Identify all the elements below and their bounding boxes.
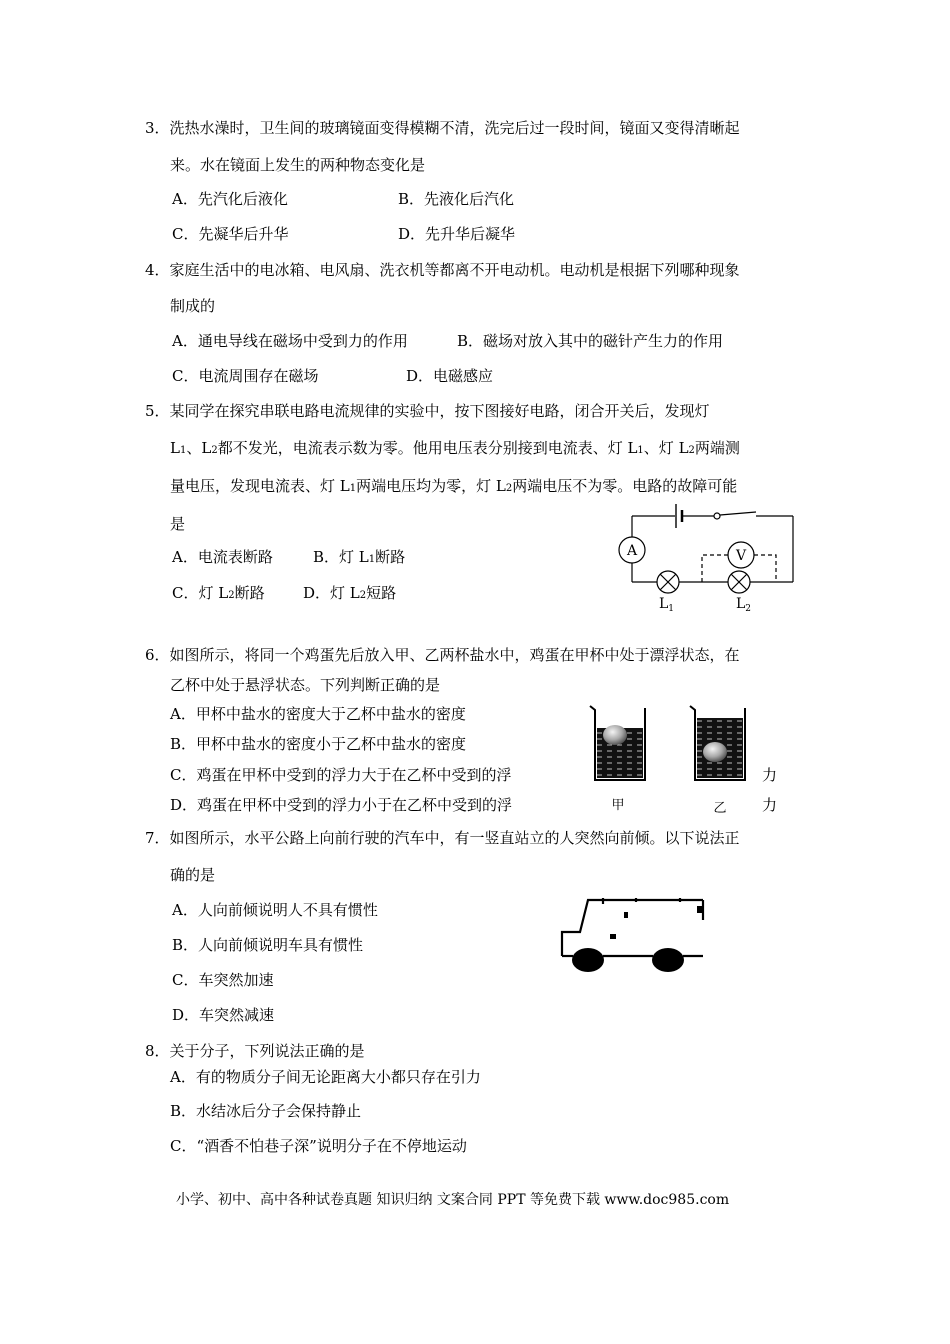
l1-label: $L_1$ (659, 596, 675, 614)
truck-diagram (558, 890, 708, 976)
voltmeter-label: V (735, 548, 747, 564)
q6-option-d-tail: 力 (762, 796, 778, 814)
q7-stem-line1: 7．如图所示，水平公路上向前行驶的汽车中，有一竖直站立的人突然向前倾。以下说法正 (145, 829, 740, 847)
q6-option-d: D．鸡蛋在甲杯中受到的浮力小于在乙杯中受到的浮 (170, 796, 513, 814)
q3-option-d: D．先升华后凝华 (398, 225, 516, 243)
ammeter-label: A (626, 543, 638, 559)
cup-yi-label: 乙 (713, 801, 727, 816)
q3-stem-line1: 3．洗热水澡时，卫生间的玻璃镜面变得模糊不清，洗完后过一段时间，镜面又变得清晰起 (145, 119, 740, 137)
switch-blade (720, 512, 756, 515)
circuit-diagram (610, 498, 800, 613)
q7-stem-line2: 确的是 (170, 866, 216, 884)
l2-label: $L_2$ (736, 596, 752, 614)
q3-option-b: B．先液化后汽化 (398, 190, 515, 208)
q4-option-c: C．电流周围存在磁场 (172, 367, 319, 385)
switch-contact (714, 513, 720, 519)
q3-option-c: C．先凝华后升华 (172, 225, 289, 243)
q5-option-c: C．灯 L2断路 (172, 584, 265, 602)
q8-option-a: A．有的物质分子间无论距离大小都只存在引力 (170, 1068, 481, 1086)
q7-option-d: D．车突然减速 (172, 1006, 275, 1024)
q5-stem-line4: 是 (170, 515, 186, 533)
q6-option-b: B．甲杯中盐水的密度小于乙杯中盐水的密度 (170, 735, 467, 753)
q5-option-a: A．电流表断路 (172, 548, 273, 566)
q4-stem-line1: 4．家庭生活中的电冰箱、电风扇、洗衣机等都离不开电动机。电动机是根据下列哪种现象 (145, 261, 740, 279)
beaker-2 (690, 706, 745, 780)
q4-option-b: B．磁场对放入其中的磁针产生力的作用 (457, 332, 724, 350)
q6-option-a: A．甲杯中盐水的密度大于乙杯中盐水的密度 (170, 705, 466, 723)
egg-floating (603, 725, 627, 745)
q6-option-c-tail: 力 (762, 766, 778, 784)
q5-option-d: D．灯 L2短路 (303, 584, 397, 602)
voltmeter-dashed-wire (702, 555, 728, 582)
beakers-diagram (585, 700, 755, 818)
q4-option-a: A．通电导线在磁场中受到力的作用 (172, 332, 408, 350)
wheel-rear (652, 948, 684, 972)
q7-option-a: A．人向前倾说明人不具有惯性 (172, 901, 378, 919)
q8-option-b: B．水结冰后分子会保持静止 (170, 1102, 362, 1120)
footer-text: 小学、初中、高中各种试卷真题 知识归纳 文案合同 PPT 等免费下载 www.doc985.com (176, 1192, 730, 1208)
cup-jia-label: 甲 (611, 798, 625, 813)
beaker-1 (590, 706, 645, 780)
q5-option-b: B．灯 L1断路 (313, 548, 406, 566)
q7-option-c: C．车突然加速 (172, 971, 274, 989)
q6-stem-line2: 乙杯中处于悬浮状态。下列判断正确的是 (170, 676, 441, 694)
truck-body (562, 900, 703, 956)
q4-stem-line2: 制成的 (170, 297, 216, 315)
q8-option-c: C．“酒香不怕巷子深”说明分子在不停地运动 (170, 1137, 467, 1155)
q8-stem-line1: 8．关于分子，下列说法正确的是 (145, 1042, 365, 1060)
q6-option-c: C．鸡蛋在甲杯中受到的浮力大于在乙杯中受到的浮 (170, 766, 512, 784)
q5-stem-line3: 量电压，发现电流表、灯 L1两端电压均为零，灯 L2两端电压不为零。电路的故障可能 (170, 477, 738, 495)
egg-suspended (703, 742, 727, 762)
q6-stem-line1: 6．如图所示，将同一个鸡蛋先后放入甲、乙两杯盐水中，鸡蛋在甲杯中处于漂浮状态，在 (145, 646, 740, 664)
q3-stem-line2: 来。水在镜面上发生的两种物态变化是 (170, 156, 426, 174)
wheel-front (572, 948, 604, 972)
q5-stem-line1: 5．某同学在探究串联电路电流规律的实验中，按下图接好电路，闭合开关后，发现灯 (145, 402, 710, 420)
q7-option-b: B．人向前倾说明车具有惯性 (172, 936, 364, 954)
q5-stem-line2: L1、L2都不发光，电流表示数为零。他用电压表分别接到电流表、灯 L1、灯 L2两端测 (170, 439, 740, 457)
q3-option-a: A．先汽化后液化 (172, 190, 288, 208)
q4-option-d: D．电磁感应 (406, 367, 494, 385)
